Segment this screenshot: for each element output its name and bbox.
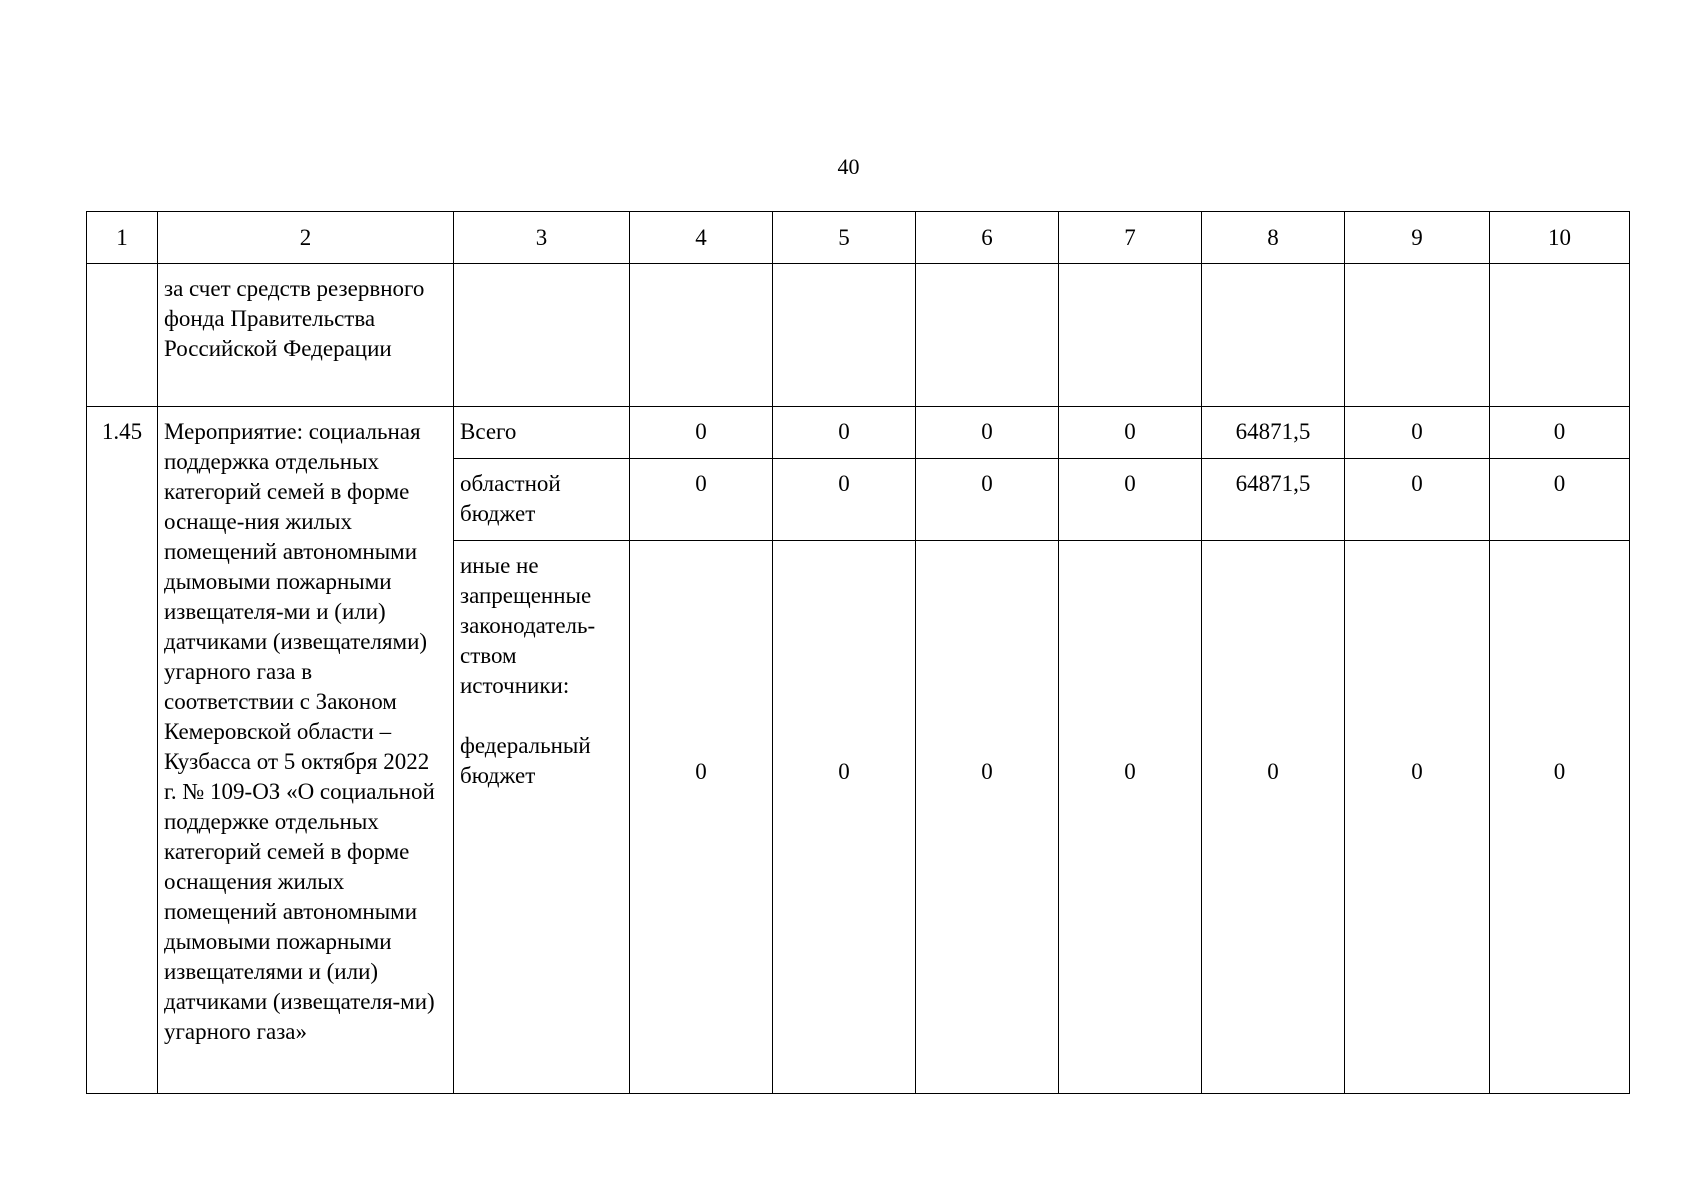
value-cell: [1345, 264, 1490, 407]
value-cell: 0: [1490, 407, 1630, 459]
column-header: 1: [87, 212, 158, 264]
value-cell: 0: [630, 407, 773, 459]
value-cell: 0: [773, 407, 916, 459]
value-cell: 0: [916, 541, 1059, 1094]
column-header: 6: [916, 212, 1059, 264]
funding-source-cell: областной бюджет: [454, 459, 630, 541]
column-header: 7: [1059, 212, 1202, 264]
value-cell: [916, 264, 1059, 407]
value-cell: 0: [1345, 459, 1490, 541]
table-row: [87, 264, 1630, 407]
column-header: 2: [158, 212, 454, 264]
value-cell: 0: [916, 459, 1059, 541]
table-row: [87, 407, 1630, 459]
value-cell: 0: [916, 407, 1059, 459]
item-number-cell: 1.45: [87, 407, 158, 1094]
value-cell: 0: [1345, 541, 1490, 1094]
column-header: 10: [1490, 212, 1630, 264]
value-cell: [1202, 264, 1345, 407]
budget-table: [86, 211, 1630, 1094]
column-header: 9: [1345, 212, 1490, 264]
column-header: 3: [454, 212, 630, 264]
value-cell: 0: [1059, 407, 1202, 459]
column-header-row: [87, 212, 1630, 264]
value-cell: 0: [630, 459, 773, 541]
value-cell: [630, 264, 773, 407]
value-cell: 64871,5: [1202, 407, 1345, 459]
value-cell: [1059, 264, 1202, 407]
value-cell: 0: [1059, 459, 1202, 541]
item-number-cell: [87, 264, 158, 407]
value-cell: 64871,5: [1202, 459, 1345, 541]
value-cell: 0: [1059, 541, 1202, 1094]
funding-source-cell: [454, 264, 630, 407]
column-header: 8: [1202, 212, 1345, 264]
column-header: 5: [773, 212, 916, 264]
value-cell: 0: [773, 459, 916, 541]
funding-source-label: федеральный бюджет: [460, 733, 591, 788]
funding-source-intro: иные не запрещенные законодатель-ством источники:: [460, 553, 596, 698]
item-description-cell: за счет средств резервного фонда Правительства Российской Федерации: [158, 264, 454, 407]
value-cell: 0: [1345, 407, 1490, 459]
funding-source-cell: [454, 541, 630, 1094]
funding-source-cell: Всего: [454, 407, 630, 459]
value-cell: 0: [1202, 541, 1345, 1094]
column-header: 4: [630, 212, 773, 264]
value-cell: 0: [1490, 459, 1630, 541]
page-number: 40: [837, 154, 860, 179]
value-cell: 0: [773, 541, 916, 1094]
value-cell: 0: [630, 541, 773, 1094]
spacer: [460, 701, 623, 731]
value-cell: [773, 264, 916, 407]
item-description-cell: Мероприятие: социальная поддержка отдельных категорий семей в форме оснаще-ния жилых помещений автономными дымовыми пожарными извещателя-ми и (или) датчиками (извещателями) угарного газа в соответствии с Законом Кемеровской области – Кузбасса от 5 октября 2022 г. № 109-ОЗ «О социальной поддержке отдельных категорий семей в форме оснащения жилых помещений автономными дымовыми пожарными извещателями и (или) датчиками (извещателя-ми) угарного газа»: [158, 407, 454, 1094]
value-cell: [1490, 264, 1630, 407]
value-cell: 0: [1490, 541, 1630, 1094]
